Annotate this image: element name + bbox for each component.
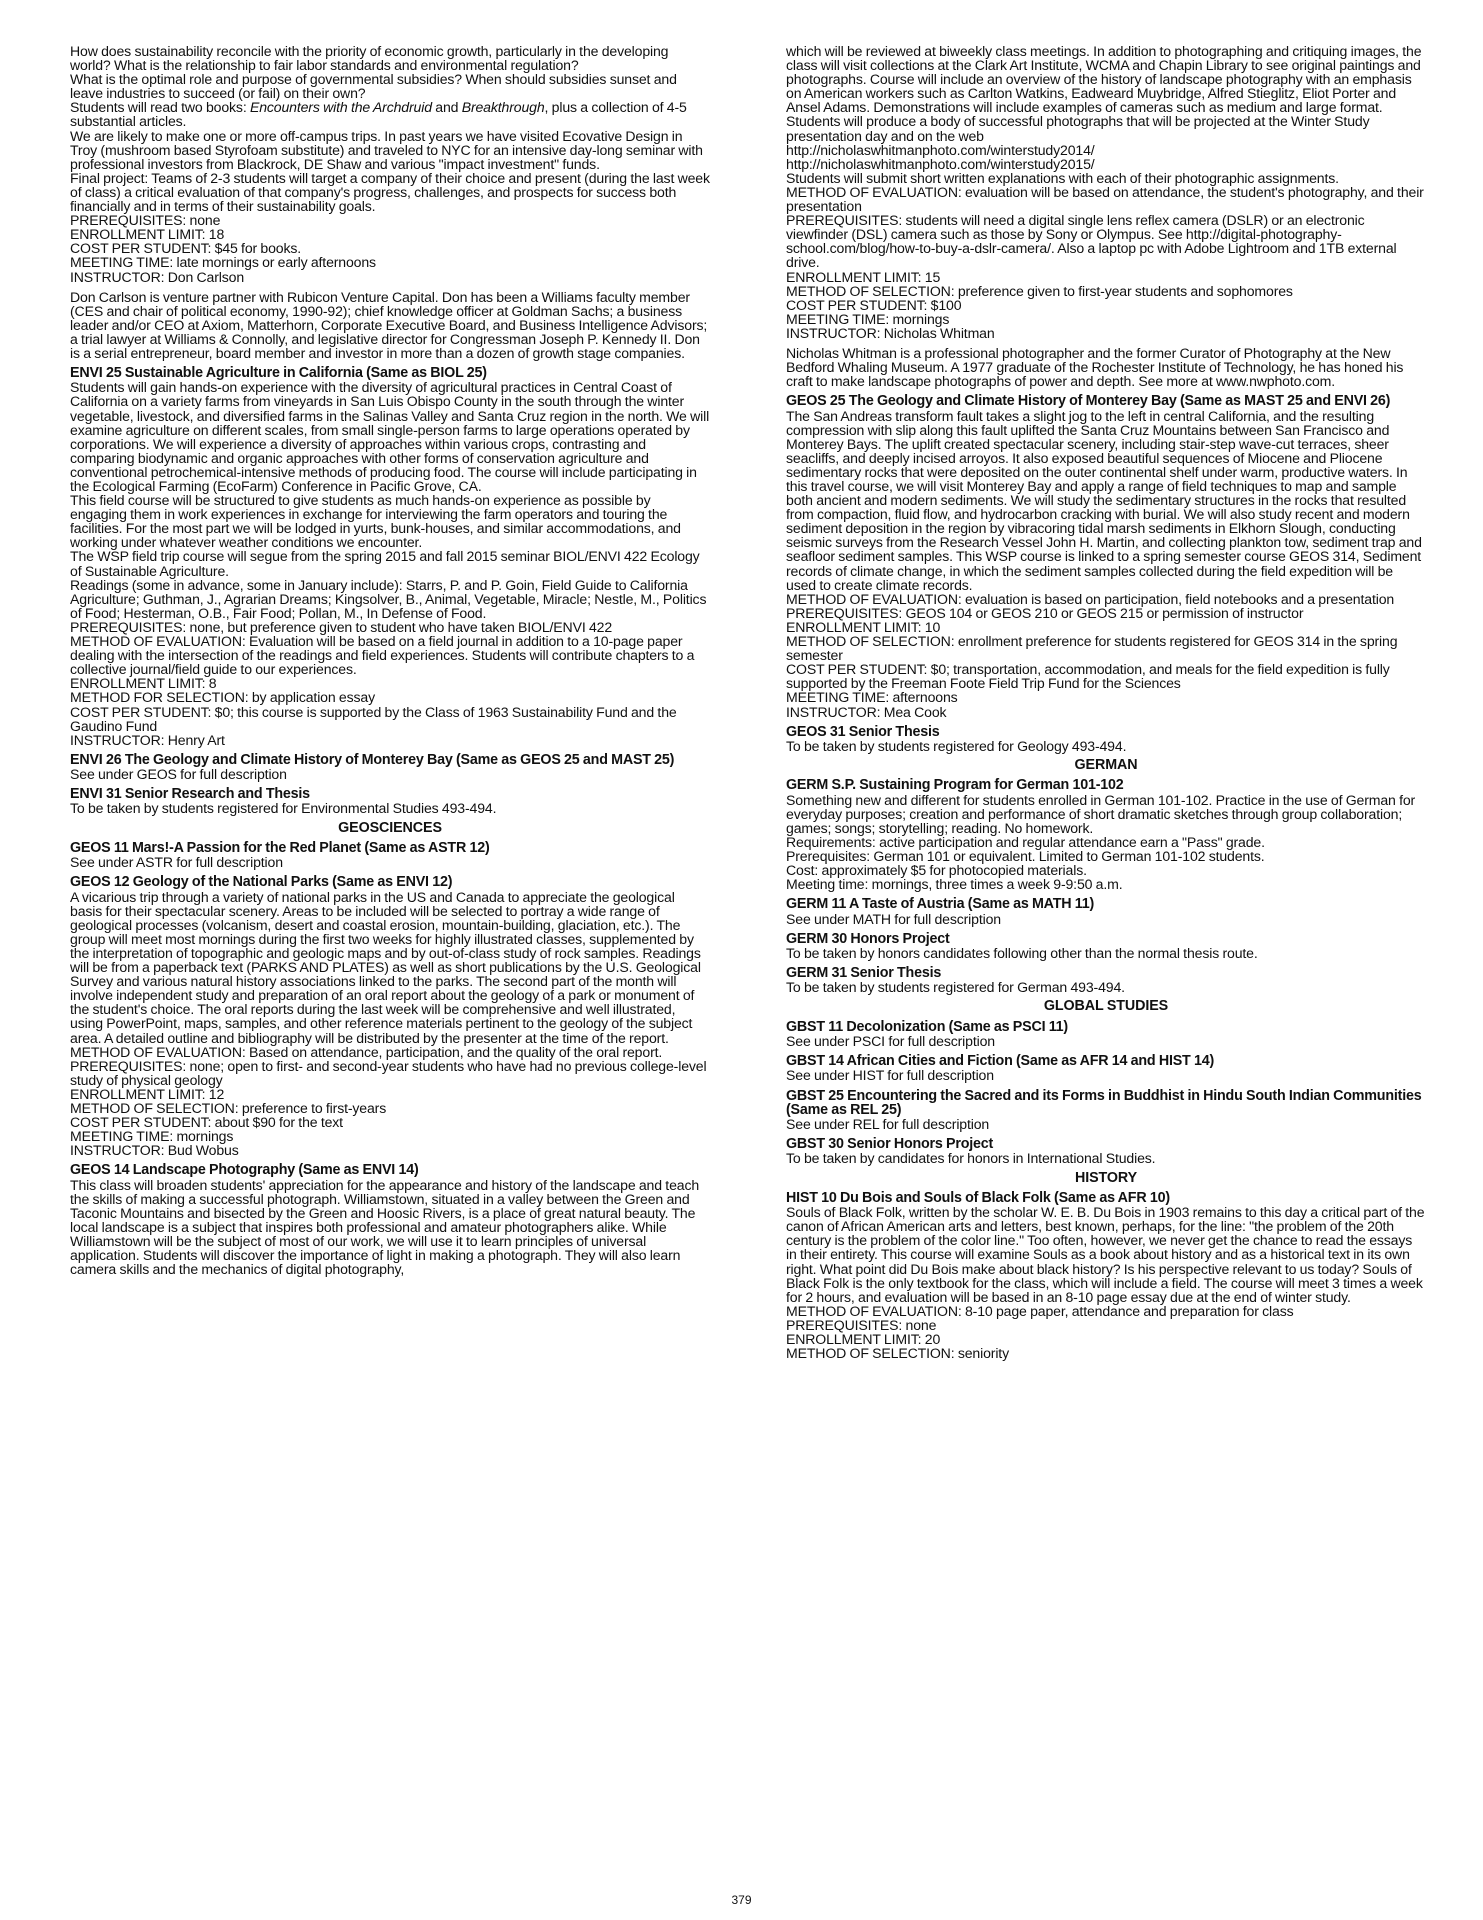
- geos14-instructor: INSTRUCTOR: Nicholas Whitman: [786, 324, 995, 341]
- intro-enrollment: ENROLLMENT LIMIT: 18: [70, 226, 225, 243]
- germ31-title: GERM 31 Senior Thesis: [786, 965, 942, 982]
- germsp-desc: Something new and different for students enrolled in German 101-102. Practice in the use of German for everyday purposes; creation and performance of short dramatic sketches through group collaboration; games; songs; storytelling; reading. No homework.: [786, 791, 1416, 836]
- gbst25-text: See under REL for full description: [786, 1116, 990, 1133]
- envi26-title: ENVI 26 The Geology and Climate History of Monterey Bay (Same as GEOS 25 and MAST 25): [70, 751, 675, 768]
- right-column: [786, 44, 1426, 1360]
- germsp-cost: Cost: approximately $5 for photocopied materials.: [786, 862, 1087, 879]
- germ31-text: To be taken by students registered for German 493-494.: [786, 979, 1125, 996]
- gbst14-title: GBST 14 African Cities and Fiction (Same as AFR 14 and HIST 14): [786, 1053, 1215, 1070]
- germsp-meeting: Meeting time: mornings, three times a week 9-9:50 a.m.: [786, 876, 1123, 893]
- hist10-selection: METHOD OF SELECTION: seniority: [786, 1345, 1009, 1362]
- geos12-cost: COST PER STUDENT: about $90 for the text: [70, 1114, 343, 1131]
- geos14-assignments: Students will submit short written explanations with each of their photographic assignments.: [786, 169, 1339, 186]
- germ11-title: GERM 11 A Taste of Austria (Same as MATH 11): [786, 896, 1095, 913]
- books-and: and: [431, 99, 462, 116]
- geos12-desc: A vicarious trip through a variety of national parks in the US and Canada to appreciate the geological basis for their spectacular scenery. Areas to be included will be selected to portray a wide range of geological processes (volcanism, desert and coastal erosion, mountain-building, glaciation, etc.). The group will meet most mornings during the first two weeks for highly illustrated classes, supplemented by the interpretation of topographic and geologic maps and by out-of-class study of rock samples. Readings will be from a paperback text (PARKS AND PLATES) as well as short publications by the U.S. Geological Survey and various natural history associations linked to the parks. The second part of the month will involve independent study and preparation of an oral report about the geology of a park or monument of the student's choice. The oral reports during the last week will be comprehensive and well illustrated, using PowerPoint, maps, samples, and other reference materials pertinent to the geology of the subject area. A detailed outline and bibliography will be distributed by the presenter at the time of the report.: [70, 888, 701, 1046]
- envi25-desc-1: Students will gain hands-on experience with the diversity of agricultural practices in Central Coast of California on a variety farms from vineyards in San Luis Obispo County in the south through the winter vegetable, livestock, and diversified farms in the Salinas Valley and Santa Cruz region in the north. We will examine agriculture on different scales, from small single-person farms to large operations operated by corporations. We will experience a diversity of approaches within various crops, contrasting and comparing biodynamic and organic approaches with other forms of conservation agriculture and conventional petrochemical-intensive methods of producing food. The course will include participating in the Ecological Farming (EcoFarm) Conference in Pacific Grove, CA.: [70, 379, 710, 495]
- hist10-enrollment: ENROLLMENT LIMIT: 20: [786, 1331, 941, 1348]
- geos12-meeting: MEETING TIME: mornings: [70, 1128, 234, 1145]
- geos11-text: See under ASTR for full description: [70, 854, 283, 871]
- geos25-cost: COST PER STUDENT: $0; transportation, accommodation, and meals for the field expedition is fully supported by the Freeman Foote Field Trip Fund for the Sciences: [786, 661, 1390, 692]
- geos25-selection: METHOD OF SELECTION: enrollment preference for students registered for GEOS 314 in the spring semester: [786, 633, 1398, 664]
- geos14-link-2015[interactable]: http://nicholaswhitmanphoto.com/winterstudy2015/: [786, 155, 1095, 172]
- intro-instructor: INSTRUCTOR: Don Carlson: [70, 268, 245, 285]
- envi25-enrollment: ENROLLMENT LIMIT: 8: [70, 675, 217, 692]
- hist10-prerequisites: PREREQUISITES: none: [786, 1316, 937, 1333]
- envi25-evaluation: METHOD OF EVALUATION: Evaluation will be based on a field journal in addition to a 10-page paper dealing with the intersection of the readings and field experiences. Students will contribute chapters to a collective journal/field guide to our experiences.: [70, 633, 695, 678]
- intro-meeting: MEETING TIME: late mornings or early afternoons: [70, 254, 376, 271]
- geos12-prerequisites: PREREQUISITES: none; open to first- and second-year students who have had no previous college-level study of physical geology: [70, 1057, 707, 1088]
- germ30-text: To be taken by honors candidates following other than the normal thesis route.: [786, 944, 1258, 961]
- intro-question-1: How does sustainability reconcile with the priority of economic growth, particularly in the developing world? What is the relationship to fair labor standards and environmental regulation?: [70, 43, 669, 74]
- books-post: , plus a collection of 4-5 substantial articles.: [70, 99, 687, 130]
- section-heading-global-studies: GLOBAL STUDIES: [1043, 998, 1169, 1015]
- envi25-prerequisites: PREREQUISITES: none, but preference given to student who have taken BIOL/ENVI 422: [70, 618, 613, 635]
- envi25-selection: METHOD FOR SELECTION: by application essay: [70, 689, 375, 706]
- geos12-enrollment: ENROLLMENT LIMIT: 12: [70, 1085, 225, 1102]
- geos31-title: GEOS 31 Senior Thesis: [786, 723, 940, 740]
- book-title-1: Encounters with the Archdruid: [249, 99, 432, 116]
- intro-final-project: Final project: Teams of 2-3 students will target a company of their choice and present (during the last week of class) a critical evaluation of that company's progress, challenges, and prospects for success both financially and in terms of their sustainability goals.: [70, 169, 710, 215]
- whitman-bio: Nicholas Whitman is a professional photographer and the former Curator of Photography at the New Bedford Whaling Museum. A 1977 graduate of the Rochester Institute of Technology, he has honed his craft to make landscape photographs of power and depth. See more at www.nwphoto.com.: [786, 344, 1404, 390]
- section-heading-german: GERMAN: [1074, 757, 1138, 773]
- gbst11-text: See under PSCI for full description: [786, 1033, 995, 1050]
- section-heading-history: HISTORY: [1074, 1169, 1138, 1186]
- geos12-selection: METHOD OF SELECTION: preference to first-years: [70, 1099, 387, 1116]
- intro-prerequisites: PREREQUISITES: none: [70, 212, 221, 229]
- geos14-enrollment: ENROLLMENT LIMIT: 15: [786, 268, 941, 285]
- envi31-text: To be taken by students registered for Environmental Studies 493-494.: [70, 800, 497, 817]
- geos12-evaluation: METHOD OF EVALUATION: Based on attendance, participation, and the quality of the oral report.: [70, 1043, 663, 1060]
- envi26-text: See under GEOS for full description: [70, 766, 287, 783]
- geos14-evaluation: METHOD OF EVALUATION: evaluation will be based on attendance, the student's photography, and their presentation: [786, 183, 1424, 215]
- intro-trips: We are likely to make one or more off-campus trips. In past years we have visited Ecovative Design in Troy (mushroom based Styrofoam substitute) and traveled to NYC for an intensive day-long seminar with professional investors from Blackrock, DE Shaw and various "impact investment" funds.: [70, 127, 703, 172]
- geos14-desc-cont: which will be reviewed at biweekly class meetings. In addition to photographing and critiquing images, the class will visit collections at the Clark Art Institute, WCMA and Chapin Library to see original paintings and photographs. Course will include an overview of the history of landscape photography with an emphasis on American workers such as Carlton Watkins, Eadweard Muybridge, Alfred Stieglitz, Eliot Porter and Ansel Adams. Demonstrations will include examples of cameras such as medium and large format. Students will produce a body of successful photographs that will be projected at the Winter Study presentation day and on the web: [786, 43, 1422, 144]
- geos25-enrollment: ENROLLMENT LIMIT: 10: [786, 618, 941, 635]
- hist10-evaluation: METHOD OF EVALUATION: 8-10 page paper, attendance and preparation for class: [786, 1302, 1294, 1319]
- envi25-desc-2: This field course will be structured to give students as much hands-on experience as possible by engaging them in work experiences in exchange for interviewing the farm operators and touring the facilities. For the most part we will be lodged in yurts, bunk-houses, and similar accommodations, and working under whatever weather conditions we encounter.: [70, 492, 681, 551]
- geos14-selection: METHOD OF SELECTION: preference given to first-year students and sophomores: [786, 282, 1293, 299]
- germ11-text: See under MATH for full description: [786, 910, 1001, 927]
- books-pre: Students will read two books:: [70, 99, 250, 116]
- gbst30-text: To be taken by candidates for honors in International Studies.: [786, 1150, 1156, 1167]
- left-column: [70, 44, 710, 1276]
- geos12-title: GEOS 12 Geology of the National Parks (Same as ENVI 12): [70, 874, 453, 891]
- envi25-desc-3: The WSP field trip course will segue from the spring 2015 and fall 2015 seminar BIOL/ENVI 422 Ecology of Sustainable Agriculture.: [70, 548, 700, 579]
- geos11-title: GEOS 11 Mars!-A Passion for the Red Planet (Same as ASTR 12): [70, 839, 490, 856]
- envi25-instructor: INSTRUCTOR: Henry Art: [70, 731, 225, 748]
- page-number: 379: [731, 1893, 752, 1907]
- envi31-title: ENVI 31 Senior Research and Thesis: [70, 786, 310, 803]
- geos14-meeting: MEETING TIME: mornings: [786, 310, 950, 327]
- germsp-requirements: Requirements: active participation and regular attendance earn a "Pass" grade.: [786, 833, 1265, 850]
- gbst25-title: GBST 25 Encountering the Sacred and its Forms in Buddhist in Hindu South Indian Communities (Same as REL 25): [786, 1087, 1422, 1118]
- geos25-prerequisites: PREREQUISITES: GEOS 104 or GEOS 210 or GEOS 215 or permission of instructor: [786, 604, 1304, 621]
- geos14-cost: COST PER STUDENT: $100: [786, 296, 962, 313]
- geos25-desc: The San Andreas transform fault takes a slight jog to the left in central California, and the resulting compression with slip along this fault uplifted the Santa Cruz Mountains between San Francisco and Monterey Bays. The uplift created spectacular scenery, including stair-step wave-cut terraces, sheer seacliffs, and deeply incised arroyos. It also exposed beautiful sequences of Miocene and Pliocene sedimentary rocks that were deposited on the outer continental shelf under warm, productive waters. In this travel course, we will visit Monterey Bay and apply a range of field techniques to map and sample both ancient and modern sediments. We will study the sedimentary structures in the rocks that resulted from compaction, fluid flow, and hydrocarbon cracking with burial. We will also study recent and modern sediment deposition in the region by vibracoring tidal marsh sediments in Elkhorn Slough, conducting seismic surveys from the Research Vessel John H. Martin, and collecting plankton tow, sediment trap and seafloor sediment samples. This WSP course is linked to a spring semester course GEOS 314, Sediment records of climate change, in which the sediment samples collected during the field expedition will be used to create climate records.: [786, 407, 1422, 593]
- geos25-meeting: MEETING TIME: afternoons: [786, 689, 958, 706]
- geos31-text: To be taken by students registered for Geology 493-494.: [786, 737, 1127, 754]
- envi25-title: ENVI 25 Sustainable Agriculture in California (Same as BIOL 25): [70, 365, 487, 382]
- hist10-title: HIST 10 Du Bois and Souls of Black Folk (Same as AFR 10): [786, 1189, 1170, 1206]
- geos14-link-2014[interactable]: http://nicholaswhitmanphoto.com/winterstudy2014/: [786, 141, 1095, 158]
- envi25-cost: COST PER STUDENT: $0; this course is supported by the Class of 1963 Sustainability Fund and the Gaudino Fund: [70, 703, 677, 734]
- geos25-instructor: INSTRUCTOR: Mea Cook: [786, 703, 947, 720]
- germ30-title: GERM 30 Honors Project: [786, 930, 950, 947]
- geos25-title: GEOS 25 The Geology and Climate History of Monterey Bay (Same as MAST 25 and ENVI 26): [786, 393, 1391, 410]
- book-title-2: Breakthrough: [461, 99, 545, 116]
- section-heading-geosciences: GEOSCIENCES: [338, 819, 442, 836]
- carlson-bio: Don Carlson is venture partner with Rubicon Venture Capital. Don has been a Williams faculty member (CES and chair of political economy, 1990-92); chief knowledge officer at Goldman Sachs; a business leader and/or CEO at Axiom, Matterhorn, Corporate Executive Board, and Business Intelligence Advisors; a trial lawyer at Williams & Connolly, and legislative director for Congressman Joseph P. Kennedy II. Don is a serial entrepreneur, board member and investor in more than a dozen of growth stage companies.: [70, 288, 708, 361]
- gbst30-title: GBST 30 Senior Honors Project: [786, 1136, 994, 1153]
- geos12-instructor: INSTRUCTOR: Bud Wobus: [70, 1142, 239, 1159]
- geos14-prerequisites: PREREQUISITES: students will need a digital single lens reflex camera (DSLR) or an electronic viewfinder (DSL) camera such as those by Sony or Olympus. See http://digital-photography-school.com/blog/how-to-buy-a-dslr-camera/. Also a laptop pc with Adobe Lightroom and 1TB external drive.: [786, 212, 1397, 271]
- germsp-title: GERM S.P. Sustaining Program for German 101-102: [786, 777, 1124, 794]
- books-sentence: [70, 100, 710, 128]
- geos14-title: GEOS 14 Landscape Photography (Same as ENVI 14): [70, 1162, 419, 1179]
- geos25-evaluation: METHOD OF EVALUATION: evaluation is based on participation, field notebooks and a presentation: [786, 590, 1395, 607]
- intro-question-2: What is the optimal role and purpose of governmental subsidies? When should subsidies sunset and leave industries to succeed (or fail) on their own?: [70, 71, 677, 102]
- gbst11-title: GBST 11 Decolonization (Same as PSCI 11): [786, 1018, 1068, 1035]
- germsp-prerequisites: Prerequisites: German 101 or equivalent. Limited to German 101-102 students.: [786, 847, 1265, 864]
- geos14-desc: This class will broaden students' appreciation for the appearance and history of the landscape and teach the skills of making a successful photograph. Williamstown, situated in a valley between the Green and Taconic Mountains and bisected by the Green and Hoosic Rivers, is a place of great natural beauty. The local landscape is a subject that inspires both professional and amateur photographers alike. While Williamstown will be the subject of most of our work, we will use it to learn principles of universal application. Students will discover the importance of light in making a photograph. They will also learn camera skills and the mechanics of digital photography,: [70, 1176, 700, 1278]
- envi25-readings: Readings (some in advance, some in January include): Starrs, P. and P. Goin, Field Guide to California Agriculture; Guthman, J., Agrarian Dreams; Kingsolver, B., Animal, Vegetable, Miracle; Nestle, M., Politics of Food; Hesterman, O.B., Fair Food; Pollan, M., In Defense of Food.: [70, 576, 707, 621]
- gbst14-text: See under HIST for full description: [786, 1067, 994, 1084]
- hist10-desc: Souls of Black Folk, written by the scholar W. E. B. Du Bois in 1903 remains to this day a critical part of the canon of African American arts and letters, best known, perhaps, for the line: "the problem of the 20th century is the problem of the color line." Too often, however, we never get the chance to read the essays in their entirety. This course will examine Souls as a book about history and as a historical text in its own right. What point did Du Bois make about black history? Is his perspective relevant to us today? Souls of Black Folk is the only textbook for the class, which will include a field. The course will meet 3 times a week for 2 hours, and evaluation will be based in an 8-10 page essay due at the end of winter study.: [786, 1204, 1425, 1305]
- intro-cost: COST PER STUDENT: $45 for books.: [70, 240, 302, 257]
